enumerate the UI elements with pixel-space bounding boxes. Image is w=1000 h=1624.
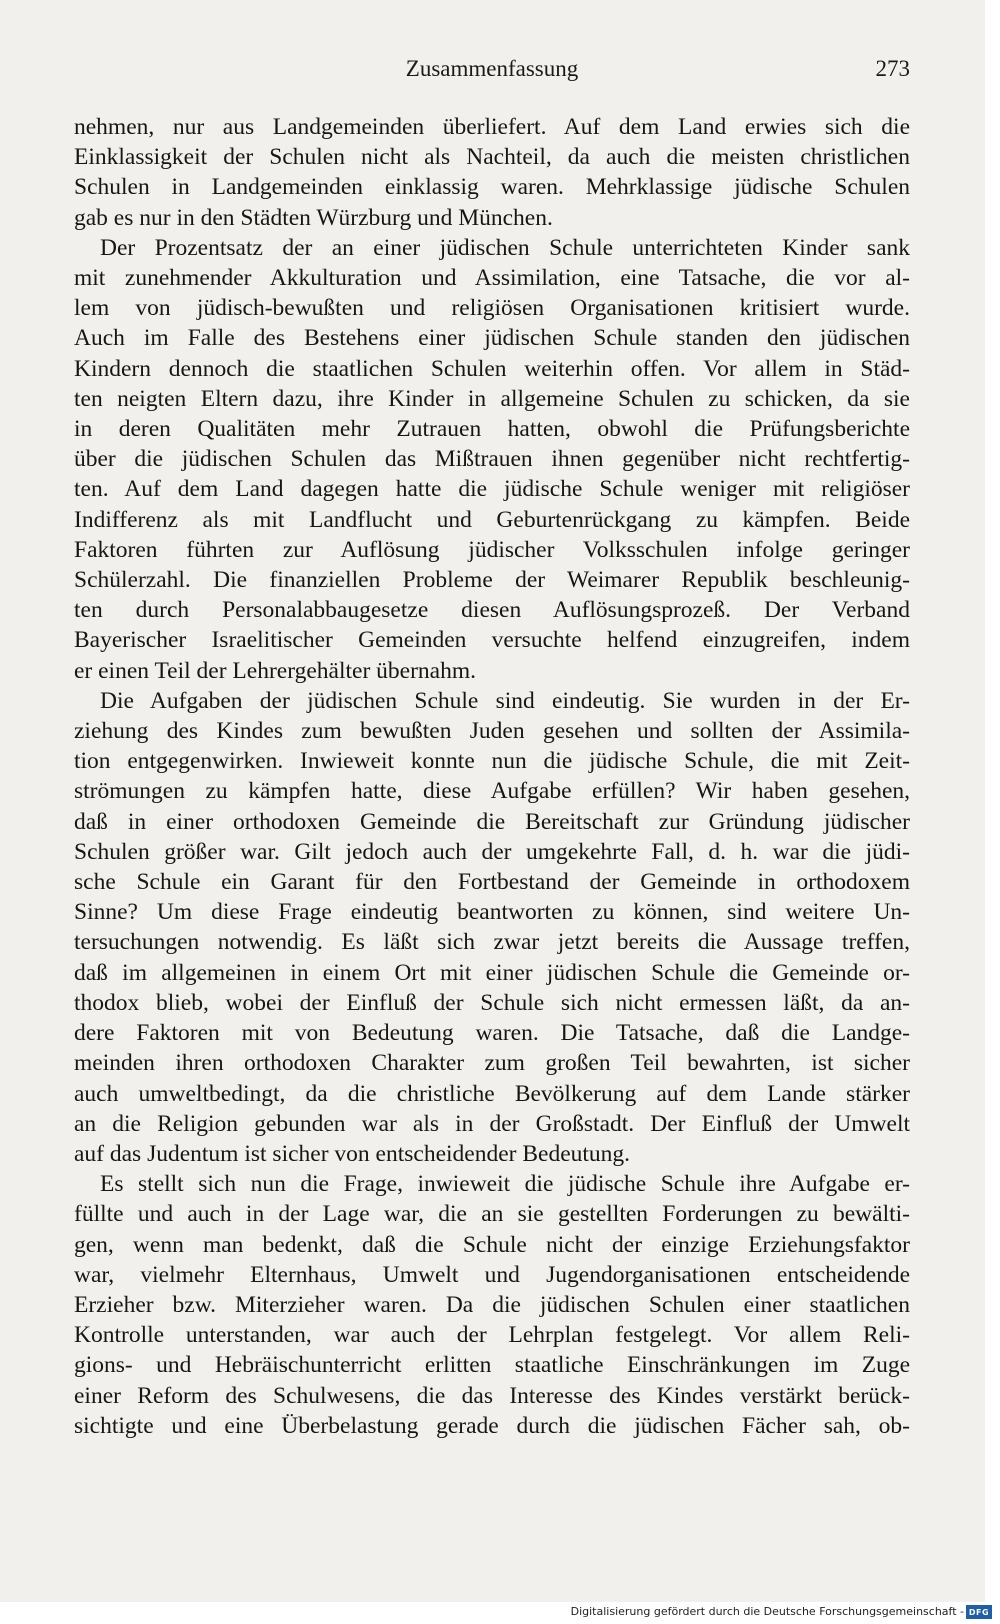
- text-line: Kontrolle unterstanden, war auch der Lehrplan festgelegt. Vor allem Reli-: [74, 1322, 910, 1349]
- text-line: füllte und auch in der Lage war, die an sie gestellten Forderungen zu bewälti-: [74, 1201, 910, 1228]
- text-line: strömungen zu kämpfen hatte, diese Aufgabe erfüllen? Wir haben gesehen,: [74, 778, 910, 805]
- text-line: ten. Auf dem Land dagegen hatte die jüdische Schule weniger mit religiöser: [74, 476, 910, 503]
- text-line: ten durch Personalabbaugesetze diesen Auflösungsprozeß. Der Verband: [74, 597, 910, 624]
- text-line: ten neigten Eltern dazu, ihre Kinder in allgemeine Schulen zu schicken, da sie: [74, 385, 910, 412]
- text-line: meinden ihren orthodoxen Charakter zum großen Teil bewahrten, ist sicher: [74, 1050, 910, 1077]
- text-line: sichtigte und eine Überbelastung gerade durch die jüdischen Fächer sah, ob-: [74, 1412, 910, 1439]
- text-line: Erzieher bzw. Miterzieher waren. Da die jüdischen Schulen einer staatlichen: [74, 1291, 910, 1318]
- text-line: ziehung des Kindes zum bewußten Juden gesehen und sollten der Assimila-: [74, 718, 910, 745]
- text-line: Bayerischer Israelitischer Gemeinden versuchte helfend einzugreifen, indem: [74, 627, 910, 654]
- text-line: auf das Judentum ist sicher von entscheidender Bedeutung.: [74, 1140, 631, 1167]
- text-line: in deren Qualitäten mehr Zutrauen hatten, obwohl die Prüfungsberichte: [74, 416, 910, 443]
- text-line: gen, wenn man bedenkt, daß die Schule nicht der einzige Erziehungsfaktor: [74, 1231, 910, 1258]
- text-line: mit zunehmender Akkulturation und Assimilation, eine Tatsache, die vor al-: [74, 265, 910, 292]
- text-line: Es stellt sich nun die Frage, inwieweit die jüdische Schule ihre Aufgabe er-: [100, 1171, 910, 1198]
- text-line: nehmen, nur aus Landgemeinden überliefert. Auf dem Land erwies sich die: [74, 114, 910, 140]
- text-line: Auch im Falle des Bestehens einer jüdischen Schule standen den jüdischen: [74, 325, 910, 352]
- text-line: Die Aufgaben der jüdischen Schule sind eindeutig. Sie wurden in der Er-: [100, 687, 910, 714]
- text-line: Schülerzahl. Die finanziellen Probleme der Weimarer Republik beschleunig-: [74, 567, 910, 594]
- text-line: Schulen in Landgemeinden einklassig waren. Mehrklassige jüdische Schulen: [74, 174, 910, 201]
- page-number: 273: [875, 56, 910, 81]
- text-line: sche Schule ein Garant für den Fortbestand der Gemeinde in orthodoxem: [74, 869, 910, 896]
- text-line: daß in einer orthodoxen Gemeinde die Bereitschaft zur Gründung jüdischer: [74, 808, 910, 835]
- text-line: an die Religion gebunden war als in der Großstadt. Der Einfluß der Umwelt: [74, 1110, 910, 1137]
- text-line: er einen Teil der Lehrergehälter übernahm.: [74, 657, 477, 684]
- text-line: tersuchungen notwendig. Es läßt sich zwar jetzt bereits die Aussage treffen,: [74, 929, 910, 956]
- text-line: Faktoren führten zur Auflösung jüdischer Volksschulen infolge geringer: [74, 536, 910, 563]
- digitization-credit: Digitalisierung gefördert durch die Deutsche Forschungsgemeinschaft -: [570, 1605, 964, 1618]
- text-line: daß im allgemeinen in einem Ort mit einer jüdischen Schule die Gemeinde or-: [74, 959, 910, 986]
- text-line: gions- und Hebräischunterricht erlitten staatliche Einschränkungen im Zuge: [74, 1352, 910, 1379]
- text-line: Der Prozentsatz der an einer jüdischen Schule unterrichteten Kinder sank: [100, 234, 910, 261]
- text-line: Indifferenz als mit Landflucht und Geburtenrückgang zu kämpfen. Beide: [74, 506, 910, 533]
- text-line: thodox blieb, wobei der Einfluß der Schule sich nicht ermessen läßt, da an-: [74, 989, 910, 1016]
- text-line: Einklassigkeit der Schulen nicht als Nachteil, da auch die meisten christlichen: [74, 144, 910, 171]
- text-line: lem von jüdisch-bewußten und religiösen Organisationen kritisiert wurde.: [74, 295, 910, 322]
- text-line: über die jüdischen Schulen das Mißtrauen ihnen gegenüber nicht rechtfertig-: [74, 446, 910, 473]
- text-line: tion entgegenwirken. Inwieweit konnte nun die jüdische Schule, die mit Zeit-: [74, 748, 910, 775]
- text-line: gab es nur in den Städten Würzburg und München.: [74, 204, 553, 231]
- text-line: Schulen größer war. Gilt jedoch auch der umgekehrte Fall, d. h. war die jüdi-: [74, 838, 910, 865]
- dfg-logo: DFG: [966, 1605, 992, 1619]
- text-line: war, vielmehr Elternhaus, Umwelt und Jugendorganisationen entscheidende: [74, 1261, 910, 1288]
- body-text: [74, 112, 910, 1441]
- running-title: Zusammenfassung: [405, 56, 579, 81]
- text-line: auch umweltbedingt, da die christliche Bevölkerung auf dem Lande stärker: [74, 1080, 910, 1107]
- page-edge: [985, 0, 1000, 1602]
- text-line: Kindern dennoch die staatlichen Schulen weiterhin offen. Vor allem in Städ-: [74, 355, 910, 382]
- text-line: dere Faktoren mit von Bedeutung waren. Die Tatsache, daß die Landge-: [74, 1020, 910, 1047]
- text-line: einer Reform des Schulwesens, die das Interesse des Kindes verstärkt berück-: [74, 1382, 910, 1409]
- text-line: Sinne? Um diese Frage eindeutig beantworten zu können, sind weitere Un-: [74, 899, 910, 926]
- running-header: [74, 56, 910, 92]
